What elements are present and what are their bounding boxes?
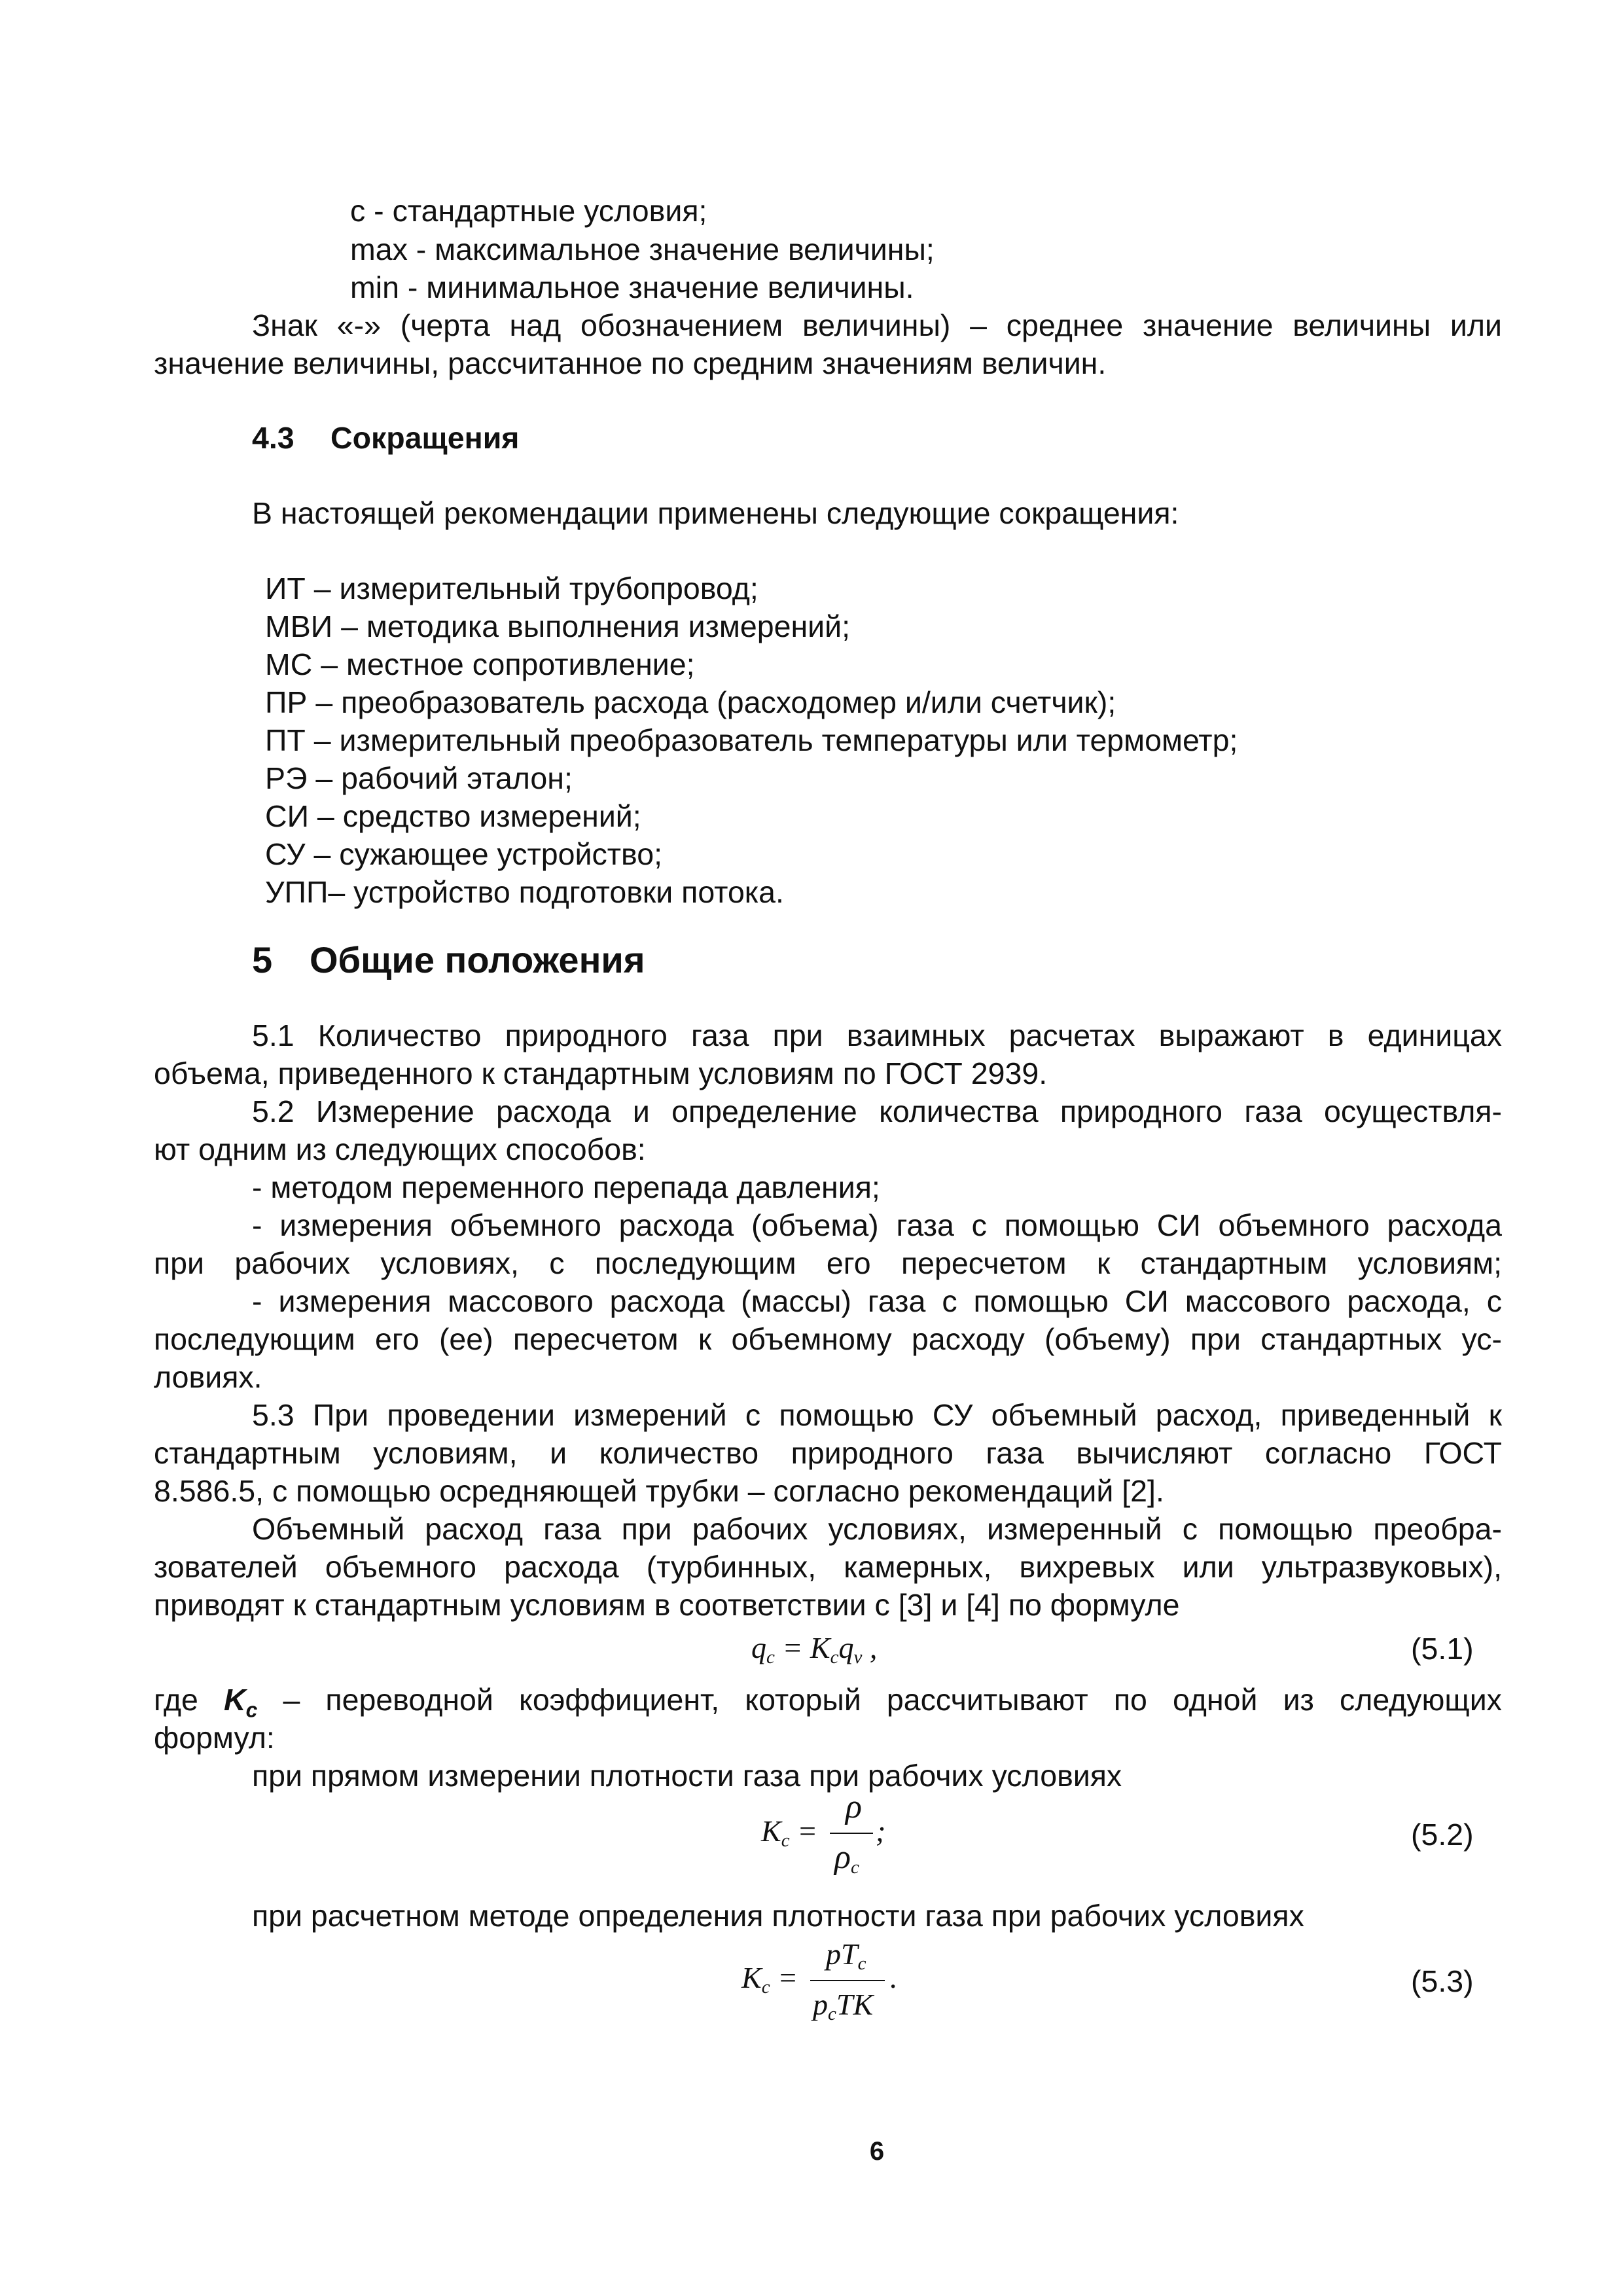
list-item: УПП– устройство подготовки потока. <box>265 875 784 909</box>
equation-number-5-3: (5.3) <box>1411 1964 1474 1998</box>
list-item: МС – местное сопротивление; <box>265 647 695 681</box>
subscript-min: min - минимальное значение величины. <box>350 270 914 304</box>
section-5-title: Общие положения <box>310 939 645 980</box>
kc-symbol: $K_c$ <box>223 1683 258 1722</box>
page-number: 6 <box>869 2137 885 2166</box>
equation-number-5-2: (5.2) <box>1411 1818 1474 1852</box>
direct-density-text: при прямом измерении плотности газа при рабочих условиях <box>252 1759 1122 1793</box>
p5-2-method-3-line-1: - измерения массового расхода (массы) газа с помощью СИ массового расхода, с <box>252 1284 1502 1318</box>
p5-3-line-3: 8.586.5, с помощью осредняющей трубки – согласно рекомендаций [2]. <box>154 1474 1164 1508</box>
p5-2-method-1: - методом переменного перепада давления; <box>252 1170 880 1204</box>
section-4-3-title: Сокращения <box>330 421 520 455</box>
formula-5-3-lhs: $K_c$ = <box>741 1961 798 1998</box>
formula-5-2-denominator: $\rho_c$ <box>834 1839 859 1878</box>
p5-2-method-3-line-2: последующим его (ее) пересчетом к объемному расходу (объему) при стандартных ус- <box>154 1322 1502 1356</box>
p5-2-line-2: ют одним из следующих способов: <box>154 1132 646 1166</box>
p5-3-line-1: 5.3 При проведении измерений с помощью СУ объемный расход, приведенный к <box>252 1398 1502 1432</box>
formula-5-2-semicolon: ; <box>876 1814 886 1848</box>
section-5-heading <box>252 937 645 983</box>
formula-5-2-lhs: $K_c$ = <box>761 1814 818 1851</box>
abbreviations-intro: В настоящей рекомендации применены следующие сокращения: <box>252 496 1179 530</box>
p5-2-line-1: 5.2 Измерение расхода и определение количества природного газа осуществля- <box>252 1094 1502 1128</box>
formula-5-3-numerator: $pT_c$ <box>826 1937 866 1974</box>
formula-5-3-period: . <box>890 1961 898 1994</box>
kc-dash: – <box>283 1683 300 1717</box>
list-item: РЭ – рабочий эталон; <box>265 761 573 795</box>
subscript-c: с - стандартные условия; <box>350 194 707 228</box>
p-volume-line-2: зователей объемного расхода (турбинных, камерных, вихревых или ультразвуковых), <box>154 1550 1502 1584</box>
where-kc-line-2: формул: <box>154 1721 275 1755</box>
list-item: СУ – сужающее устройство; <box>265 837 662 871</box>
section-4-3-number: 4.3 <box>252 421 294 455</box>
formula-5-2-fraction-bar <box>830 1833 873 1834</box>
formula-5-3-denominator: $p_cTK$ <box>813 1988 874 2024</box>
list-item: ПР – преобразователь расхода (расходомер и/или счетчик); <box>265 685 1116 719</box>
where-kc-line-1: где $K_c$ – переводной коэффициент, который рассчитывают по одной из следующих <box>154 1681 1502 1719</box>
list-item: МВИ – методика выполнения измерений; <box>265 609 850 643</box>
p5-2-method-2-line-1: - измерения объемного расхода (объема) газа с помощью СИ объемного расхода <box>252 1208 1502 1242</box>
subscript-max: max - максимальное значение величины; <box>350 232 935 266</box>
p5-3-line-2: стандартным условиям, и количество природного газа вычисляют согласно ГОСТ <box>154 1436 1502 1470</box>
sign-note-line-1: Знак «-» (черта над обозначением величины) – среднее значение величины или <box>252 308 1502 342</box>
section-5-number: 5 <box>252 939 273 980</box>
p5-1-line-2: объема, приведенного к стандартным условиям по ГОСТ 2939. <box>154 1056 1048 1090</box>
p-volume-line-1: Объемный расход газа при рабочих условиях, измеренный с помощью преобра- <box>252 1512 1502 1546</box>
p5-2-method-2-line-2: при рабочих условиях, с последующим его пересчетом к стандартным условиям; <box>154 1246 1502 1280</box>
list-item: ПТ – измерительный преобразователь температуры или термометр; <box>265 723 1238 757</box>
list-item: ИТ – измерительный трубопровод; <box>265 571 758 605</box>
p-volume-line-3: приводят к стандартным условиям в соответствии с [3] и [4] по формуле <box>154 1588 1180 1622</box>
p5-2-method-3-line-3: ловиях. <box>154 1360 262 1394</box>
formula-5-1: $q_c = K_cq_v$ , <box>751 1631 878 1668</box>
formula-5-3-fraction-bar <box>810 1980 885 1981</box>
equation-number-5-1: (5.1) <box>1411 1632 1474 1666</box>
formula-5-2-numerator: ρ <box>846 1788 862 1825</box>
sign-note-line-2: значение величины, рассчитанное по средним значениям величин. <box>154 346 1107 380</box>
section-4-3-heading <box>252 419 519 457</box>
where-word: где <box>154 1683 198 1717</box>
calc-density-text: при расчетном методе определения плотности газа при рабочих условиях <box>252 1899 1304 1933</box>
p5-1-line-1: 5.1 Количество природного газа при взаимных расчетах выражают в единицах <box>252 1018 1502 1052</box>
list-item: СИ – средство измерений; <box>265 799 641 833</box>
